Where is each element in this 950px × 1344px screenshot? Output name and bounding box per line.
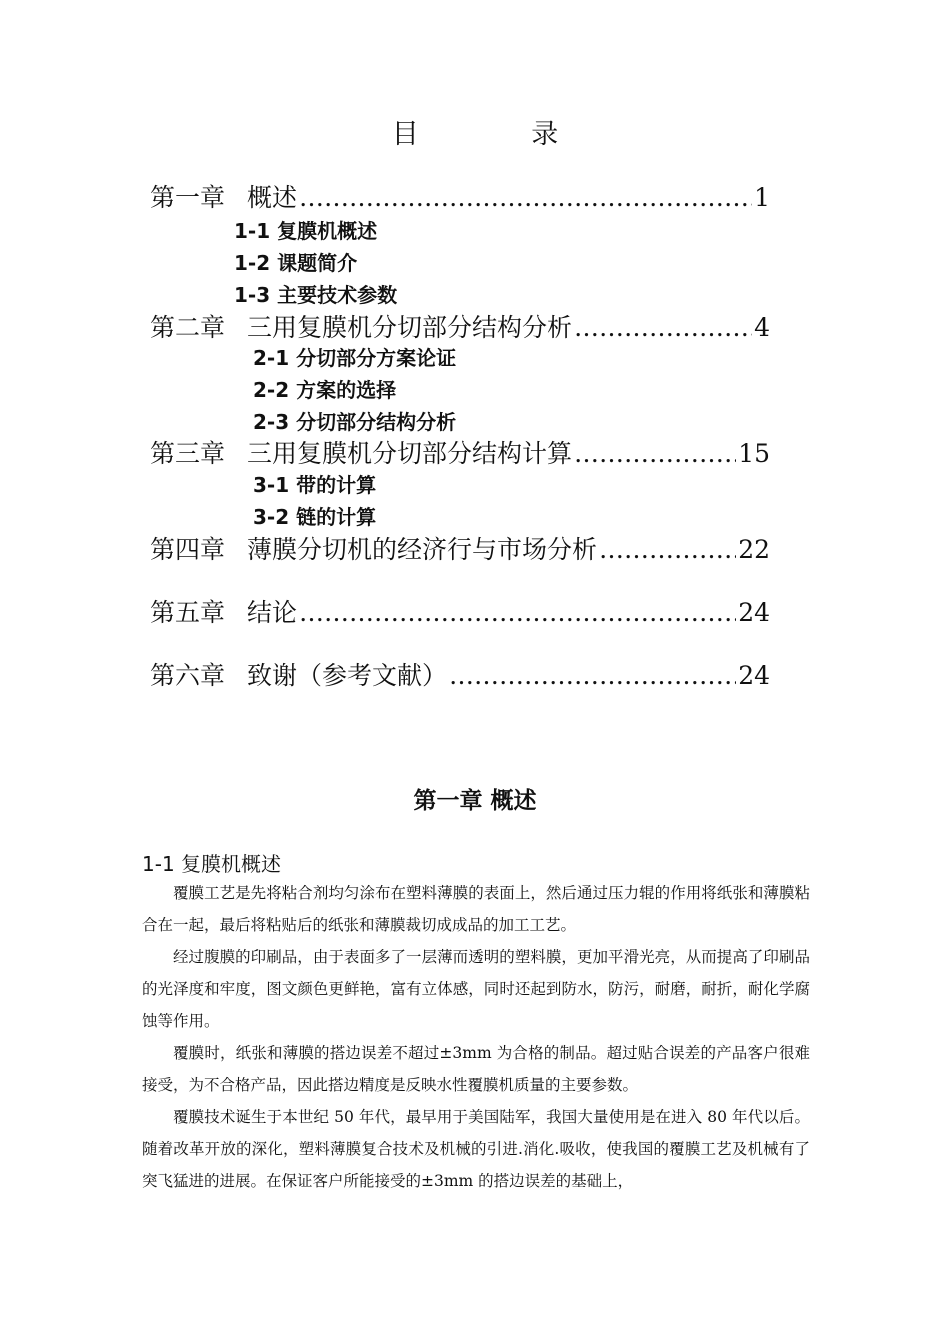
chapter-number: 第三章 xyxy=(150,439,226,468)
toc-title: 目 录 xyxy=(391,119,611,150)
chapter-heading: 第一章 概述 xyxy=(413,788,537,814)
body-text xyxy=(142,877,810,1197)
toc-chapter-4 xyxy=(150,530,770,566)
toc-section: 1-3 主要技术参数 xyxy=(234,283,398,307)
paragraph: 覆膜工艺是先将粘合剂均匀涂布在塑料薄膜的表面上，然后通过压力辊的作用将纸张和薄膜粘合在一起，最后将粘贴后的纸张和薄膜裁切成成品的加工工艺。 xyxy=(142,884,810,934)
toc-section: 3-2 链的计算 xyxy=(253,505,377,529)
leader-dots xyxy=(299,183,752,212)
paragraph: 覆膜技术诞生于本世纪 50 年代，最早用于美国陆军，我国大量使用是在进入 80 年代以后。随着改革开放的深化，塑料薄膜复合技术及机械的引进.消化.吸收，使我国的覆膜工艺及机械有了突飞猛进的进展。在保证客户所能接受的±3mm 的搭边误差的基础上， xyxy=(142,1108,810,1190)
page-number: 4 xyxy=(754,313,770,342)
toc-section: 2-2 方案的选择 xyxy=(253,378,397,402)
toc-section: 2-3 分切部分结构分析 xyxy=(253,410,457,434)
toc-chapter-2 xyxy=(150,308,770,344)
chapter-title: 结论 xyxy=(247,598,298,627)
chapter-number: 第六章 xyxy=(150,661,226,690)
paragraph: 经过腹膜的印刷品，由于表面多了一层薄而透明的塑料膜，更加平滑光亮，从而提高了印刷品的光泽度和牢度，图文颜色更鲜艳，富有立体感，同时还起到防水，防污，耐磨，耐折，耐化学腐蚀等作用。 xyxy=(142,948,810,1030)
toc-section: 1-2 课题简介 xyxy=(234,251,358,275)
chapter-title: 三用复膜机分切部分结构计算 xyxy=(247,439,573,468)
chapter-title: 三用复膜机分切部分结构分析 xyxy=(247,313,573,342)
chapter-title: 致谢（参考文献） xyxy=(247,661,448,690)
chapter-number: 第一章 xyxy=(150,183,226,212)
section-heading: 1-1 复膜机概述 xyxy=(142,852,282,876)
paragraph: 覆膜时，纸张和薄膜的搭边误差不超过±3mm 为合格的制品。超过贴合误差的产品客户很难接受，为不合格产品，因此搭边精度是反映水性覆膜机质量的主要参数。 xyxy=(142,1044,810,1094)
page-number: 15 xyxy=(738,439,770,468)
chapter-number: 第二章 xyxy=(150,313,226,342)
toc-section: 3-1 带的计算 xyxy=(253,473,377,497)
page-number: 24 xyxy=(738,661,770,690)
toc-section: 1-1 复膜机概述 xyxy=(234,219,378,243)
chapter-title: 薄膜分切机的经济行与市场分析 xyxy=(247,535,598,564)
chapter-number: 第五章 xyxy=(150,598,226,627)
leader-dots xyxy=(299,598,736,627)
toc-chapter-3 xyxy=(150,434,770,470)
toc-chapter-1 xyxy=(150,178,770,214)
leader-dots xyxy=(574,439,736,468)
toc-section: 2-1 分切部分方案论证 xyxy=(253,346,457,370)
page-number: 24 xyxy=(738,598,770,627)
toc-chapter-6 xyxy=(150,656,770,692)
page-number: 1 xyxy=(754,183,770,212)
leader-dots xyxy=(574,313,752,342)
toc-chapter-5 xyxy=(150,593,770,629)
leader-dots xyxy=(449,661,736,690)
chapter-title: 概述 xyxy=(247,183,298,212)
leader-dots xyxy=(599,535,736,564)
page-number: 22 xyxy=(738,535,770,564)
chapter-number: 第四章 xyxy=(150,535,226,564)
